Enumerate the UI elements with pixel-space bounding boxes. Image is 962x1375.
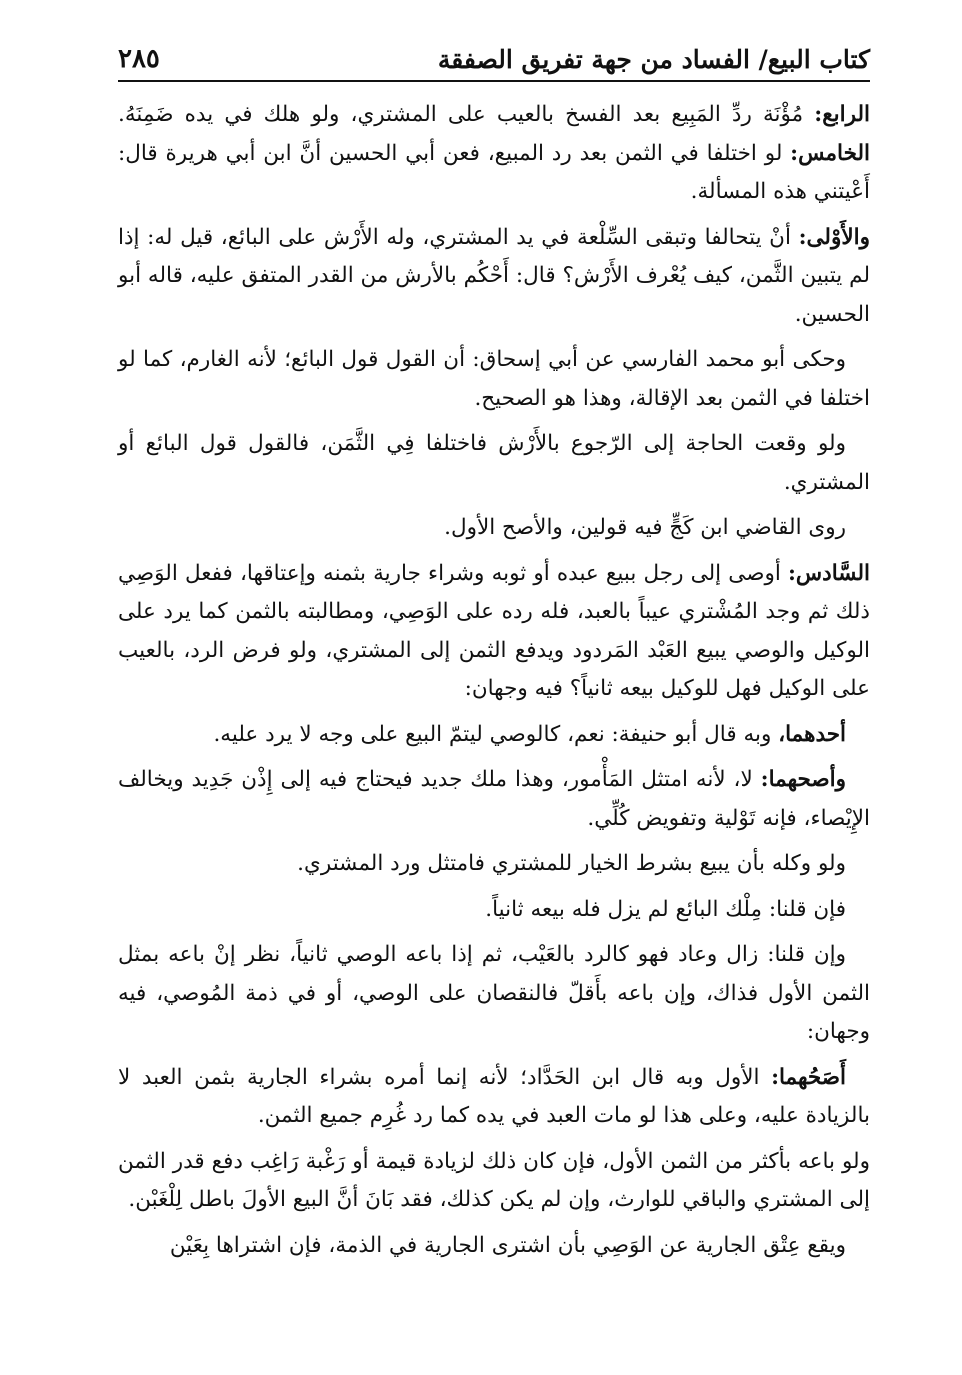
paragraph [118,1227,870,1266]
paragraph-lead: أَصَحُهما: [771,1064,846,1090]
paragraph-text: ولو وكله بأن يبيع بشرط الخيار للمشتري فامتثل ورد المشتري. [297,851,846,876]
paragraph [118,219,870,335]
paragraph [118,891,870,930]
paragraph-text: فإن قلنا: مِلْك البائع لم يزل فله بيعه ثانياً. [485,896,846,922]
paragraph [118,425,870,502]
paragraph-text: وحكى أبو محمد الفارسي عن أبي إسحاق: أن القول قول البائع؛ لأنه الغارم، كما لو اختلفا في الثمن بعد الإقالة، وهذا هو الصحيح. [118,347,870,411]
paragraph-text: أوصى إلى رجل ببيع عبده أو ثوبه وشراء جارية بثمنه وإعتاقها، ففعل الوَصِي ذلك ثم وجد المُشْتري عيباً بالعبد، فله رده على الوَصِي، ومطالبته بالثمن كما يرد على الوكيل والوصي يبيع العَبْد المَردود ويدفع الثمن إلى المشتري، ولو فرض الرد، بالعيب على الوكيل فهل للوكيل بيعه ثانياً؟ فيه وجهان: [118,560,870,701]
paragraph-lead: السَّادس: [787,560,870,586]
paragraph [118,1143,870,1220]
paragraph-lead: وأصحهما: [760,767,846,792]
paragraph [118,845,870,884]
page-number: ٢٨٥ [118,44,160,74]
paragraph [118,761,870,838]
paragraph [118,509,870,548]
paragraph [118,96,870,212]
page-body [118,96,870,1272]
paragraph-text: لا، لأنه امتثل المَأْمور، وهذا ملك جديد فيحتاج فيه إلى إِذْن جَدِيد ويخالف الإِيْصاء، فإنه تَوْلية وتفويض كُلِّي. [118,767,870,831]
page-header [118,30,870,74]
paragraph [118,716,870,755]
paragraph-text: ولو باعه بأكثر من الثمن الأول، فإن كان ذلك لزيادة قيمة أو رَغْبة رَاغِب دفع قدر الثمن إلى المشتري والباقي للوارث، وإن لم يكن كذلك، فقد بَانَ أنَّ البيع الأولَ باطل لِلْغَبْن. [118,1148,870,1212]
paragraph-text: ولو وقعت الحاجة إلى الرّجوع بالأَرْش فاختلفا فِي الثَّمَن، فالقول قول البائع أو المشتري. [118,431,870,495]
running-title: كتاب البيع/ الفساد من جهة تفريق الصفقة [437,45,870,74]
paragraph-text: وإن قلنا: زال وعاد فهو كالرد بالعَيْب، ثم إذا باعه الوصي ثانياً، نظر إنْ باعه بمثل الثمن الأول فذاك، وإن باعه بأَقلّ فالنقصان على الوصي، أو في ذمة المُوصي، فيه وجهان: [118,942,870,1044]
paragraph-lead: الخامس: [790,140,870,166]
paragraph-lead: والأَوْلى: [798,224,870,250]
paragraph-text: ويقع عِتْق الجارية عن الوَصِي بأن اشترى الجارية في الذمة، فإن اشتراها بِعَيْن [169,1232,846,1258]
paragraph-text: مُؤْنَة ردِّ المَبِيع بعد الفسخ بالعيب على المشتري، ولو هلك في يده ضَمِنَهُ. [118,102,815,127]
paragraph-text: روى القاضي ابن كَجٍّ فيه قولين، والأصح الأول. [444,515,846,540]
paragraph [118,1059,870,1136]
paragraph-text: لو اختلفا في الثمن بعد رد المبيع، فعن أبي الحسين أنَّ ابن أبي هريرة قال: أَعْيتني هذه المسألة. [118,140,870,204]
paragraph-lead: الرابع: [814,102,870,127]
paragraph [118,936,870,1052]
paragraph-lead: أحدهما، [778,721,846,747]
paragraph-text: وبه قال أبو حنيفة: نعم، كالوصي ليتمّ البيع على وجه لا يرد عليه. [213,721,779,747]
paragraph-text: الأول وبه قال ابن الحَدَّاد؛ لأنه إنما أمره بشراء الجارية بثمن العبد لا بالزيادة عليه، وعلى هذا لو مات العبد في يده كما رد غُرِم جميع الثمن. [118,1064,870,1128]
paragraph [118,341,870,418]
header-rule [118,80,870,82]
paragraph-text: أنْ يتحالفا وتبقى السِّلْعة في يد المشتري، وله الأَرْش على البائع، قيل له: إذا لم يتبين الثَّمن، كيف يُعْرف الأَرْش؟ قال: أَحْكُم بالأرش من القدر المتفق عليه، قاله أبو الحسين. [118,224,870,327]
paragraph [118,555,870,709]
